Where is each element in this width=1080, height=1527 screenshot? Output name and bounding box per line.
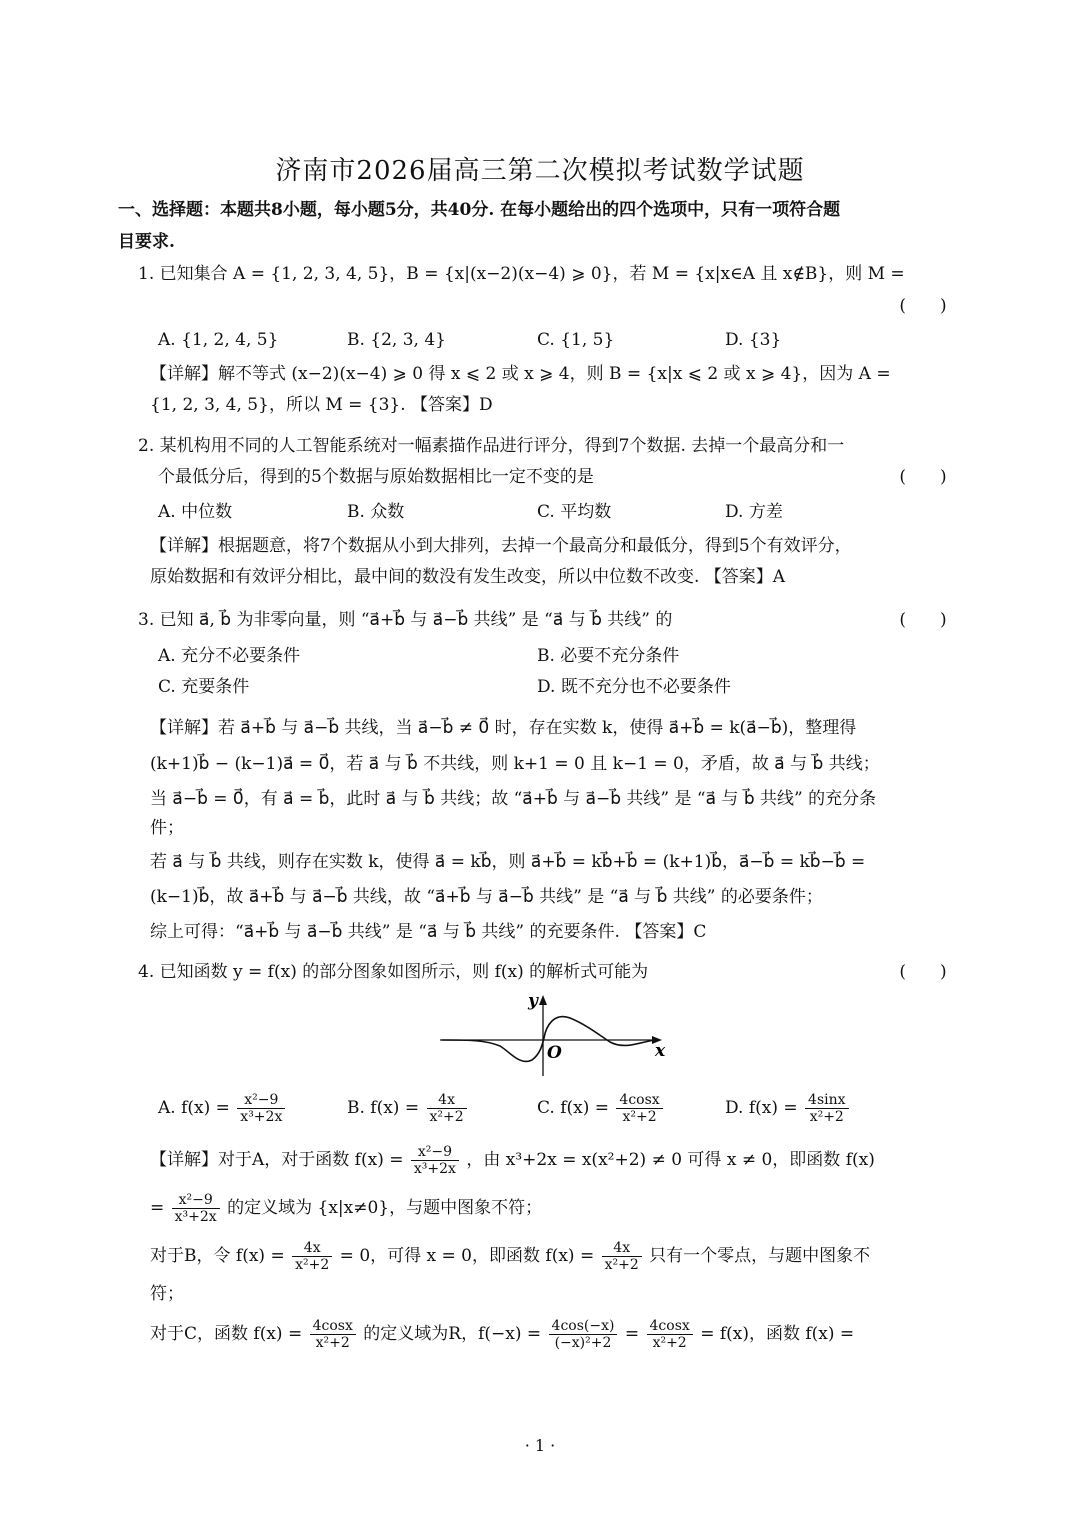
q2-stem-line1: 2. 某机构用不同的人工智能系统对一幅素描作品进行评分，得到7个数据. 去掉一个最高分和一: [138, 436, 845, 456]
denominator: x³+2x: [174, 1209, 217, 1226]
q4-option-c: [537, 1092, 665, 1125]
q4-function-graph: [430, 988, 680, 1078]
numerator: 4x: [602, 1240, 642, 1257]
text: 只有一个零点，与题中图象不: [649, 1246, 871, 1267]
q3-detail-line5: 若 a⃗ 与 b⃗ 共线，则存在实数 k，使得 a⃗ = kb⃗，则 a⃗+b⃗ = kb⃗+b⃗ = (k+1)b⃗，a⃗−b⃗ = kb⃗−b⃗ =: [150, 852, 866, 872]
q3-detail-line3: 当 a⃗−b⃗ = 0⃗，有 a⃗ = b⃗，此时 a⃗ 与 b⃗ 共线；故 “a⃗+b⃗ 与 a⃗−b⃗ 共线” 是 “a⃗ 与 b⃗ 共线” 的充分条: [150, 789, 877, 809]
q4-option-b: [347, 1092, 469, 1125]
q4-option-a-fraction: [237, 1092, 285, 1125]
q1-detail-line1: 【详解】解不等式 (x−2)(x−4) ⩾ 0 得 x ⩽ 2 或 x ⩾ 4，则 B = {x|x ⩽ 2 或 x ⩾ 4}，因为 A =: [150, 364, 891, 384]
y-axis-label: y: [528, 991, 538, 1011]
text: = f(x)，函数 f(x) =: [700, 1324, 855, 1345]
q2-option-d: D. 方差: [725, 502, 783, 522]
q3-option-b: B. 必要不充分条件: [537, 646, 680, 666]
origin-label: O: [547, 1043, 562, 1063]
fraction: [292, 1240, 332, 1273]
numerator: x²−9: [237, 1092, 285, 1109]
q3-detail-line1: 【详解】若 a⃗+b⃗ 与 a⃗−b⃗ 共线，当 a⃗−b⃗ ≠ 0⃗ 时，存在实数 k，使得 a⃗+b⃗ = k(a⃗−b⃗)，整理得: [150, 718, 857, 738]
q4-detail-line5: [150, 1318, 970, 1351]
q4-option-d: [725, 1092, 851, 1125]
q2-option-b: B. 众数: [347, 502, 405, 522]
q1-option-d: D. {3}: [725, 330, 782, 350]
fraction: [411, 1144, 459, 1177]
denominator: x²+2: [295, 1257, 330, 1274]
q2-detail-line2: 原始数据和有效评分相比，最中间的数没有发生改变，所以中位数不改变. 【答案】A: [150, 567, 786, 587]
q3-detail-line4: 件；: [150, 818, 184, 838]
q3-option-c: C. 充要条件: [158, 677, 250, 697]
fraction: [602, 1240, 642, 1273]
text: =: [150, 1198, 165, 1219]
q2-stem-line2: 个最低分后，得到的5个数据与原始数据相比一定不变的是: [158, 467, 594, 487]
numerator: 4sinx: [805, 1092, 848, 1109]
section-heading-line2: 目要求.: [118, 232, 175, 252]
q2-option-c: C. 平均数: [537, 502, 612, 522]
fraction: [172, 1192, 220, 1225]
q3-option-a: A. 充分不必要条件: [158, 646, 301, 666]
q4-detail-line2: [150, 1192, 970, 1225]
q1-option-c: C. {1, 5}: [537, 330, 615, 350]
q3-detail-line2: (k+1)b⃗ − (k−1)a⃗ = 0⃗，若 a⃗ 与 b⃗ 不共线，则 k+1 = 0 且 k−1 = 0，矛盾，故 a⃗ 与 b⃗ 共线；: [150, 754, 880, 774]
denominator: x²+2: [652, 1335, 687, 1352]
numerator: x²−9: [172, 1192, 220, 1209]
q4-option-b-fraction: [427, 1092, 467, 1125]
fraction: [549, 1318, 618, 1351]
q4-stem: 4. 已知函数 y = f(x) 的部分图象如图所示，则 f(x) 的解析式可能为: [138, 962, 649, 982]
fraction: [647, 1318, 693, 1351]
q1-answer-bracket: ( ): [899, 296, 947, 316]
q3-detail-line7: 综上可得：“a⃗+b⃗ 与 a⃗−b⃗ 共线” 是 “a⃗ 与 b⃗ 共线” 的充要条件. 【答案】C: [150, 922, 707, 942]
q4-option-d-fraction: [805, 1092, 848, 1125]
numerator: x²−9: [411, 1144, 459, 1161]
text: 对于B，令 f(x) =: [150, 1246, 285, 1267]
numerator: 4x: [292, 1240, 332, 1257]
denominator: (−x)²+2: [554, 1335, 612, 1352]
q3-answer-bracket: ( ): [899, 610, 947, 630]
denominator: x³+2x: [413, 1161, 456, 1178]
y-axis-arrow: [539, 995, 547, 1005]
denominator: x²+2: [315, 1335, 350, 1352]
numerator: 4cosx: [310, 1318, 356, 1335]
q4-option-a: [158, 1092, 287, 1125]
q4-option-c-label: C. f(x) =: [537, 1098, 610, 1119]
q4-answer-bracket: ( ): [899, 962, 947, 982]
page-title: 济南市2026届高三第二次模拟考试数学试题: [275, 156, 805, 186]
q4-option-d-label: D. f(x) =: [725, 1098, 798, 1119]
numerator: 4x: [427, 1092, 467, 1109]
denominator: x²+2: [604, 1257, 639, 1274]
q2-detail-line1: 【详解】根据题意，将7个数据从小到大排列，去掉一个最高分和最低分，得到5个有效评分，: [150, 536, 852, 556]
denominator: x²+2: [809, 1109, 844, 1126]
fraction: [310, 1318, 356, 1351]
q3-detail-line6: (k−1)b⃗，故 a⃗+b⃗ 与 a⃗−b⃗ 共线，故 “a⃗+b⃗ 与 a⃗−b⃗ 共线” 是 “a⃗ 与 b⃗ 共线” 的必要条件；: [150, 887, 823, 907]
denominator: x³+2x: [240, 1109, 283, 1126]
q4-detail-line3: [150, 1240, 970, 1273]
denominator: x²+2: [429, 1109, 464, 1126]
text: 对于C，函数 f(x) =: [150, 1324, 303, 1345]
q3-stem: 3. 已知 a⃗, b⃗ 为非零向量，则 “a⃗+b⃗ 与 a⃗−b⃗ 共线” 是 “a⃗ 与 b⃗ 共线” 的: [138, 610, 673, 630]
q4-option-b-label: B. f(x) =: [347, 1098, 420, 1119]
q3-option-d: D. 既不充分也不必要条件: [537, 677, 731, 697]
denominator: x²+2: [622, 1109, 657, 1126]
q1-option-a: A. {1, 2, 4, 5}: [158, 330, 279, 350]
text: 【详解】对于A，对于函数 f(x) =: [150, 1150, 404, 1171]
numerator: 4cosx: [616, 1092, 662, 1109]
text: = 0，可得 x = 0，即函数 f(x) =: [339, 1246, 595, 1267]
q4-option-a-label: A. f(x) =: [158, 1098, 230, 1119]
q4-detail-line1: [150, 1144, 970, 1177]
page-number: · 1 ·: [524, 1436, 556, 1455]
q1-stem: 1. 已知集合 A = {1, 2, 3, 4, 5}，B = {x|(x−2)(x−4) ⩾ 0}，若 M = {x|x∈A 且 x∉B}，则 M =: [138, 264, 905, 284]
text: ，由 x³+2x = x(x²+2) ≠ 0 可得 x ≠ 0，即函数 f(x): [466, 1150, 875, 1171]
text: 的定义域为 {x|x≠0}，与题中图象不符；: [227, 1198, 543, 1219]
q2-answer-bracket: ( ): [899, 467, 947, 487]
section-heading-line1: 一、选择题：本题共8小题，每小题5分，共40分. 在每小题给出的四个选项中，只有一项符合题: [118, 200, 841, 220]
x-axis-label: x: [655, 1041, 666, 1061]
q2-option-a: A. 中位数: [158, 502, 233, 522]
numerator: 4cos(−x): [549, 1318, 618, 1335]
q4-option-c-fraction: [616, 1092, 662, 1125]
numerator: 4cosx: [647, 1318, 693, 1335]
text: =: [624, 1324, 640, 1345]
text: 的定义域为R，f(−x) =: [363, 1324, 542, 1345]
q1-option-b: B. {2, 3, 4}: [347, 330, 446, 350]
q4-detail-line4: 符；: [150, 1284, 184, 1304]
q1-detail-line2: {1, 2, 3, 4, 5}，所以 M = {3}. 【答案】D: [150, 395, 493, 415]
